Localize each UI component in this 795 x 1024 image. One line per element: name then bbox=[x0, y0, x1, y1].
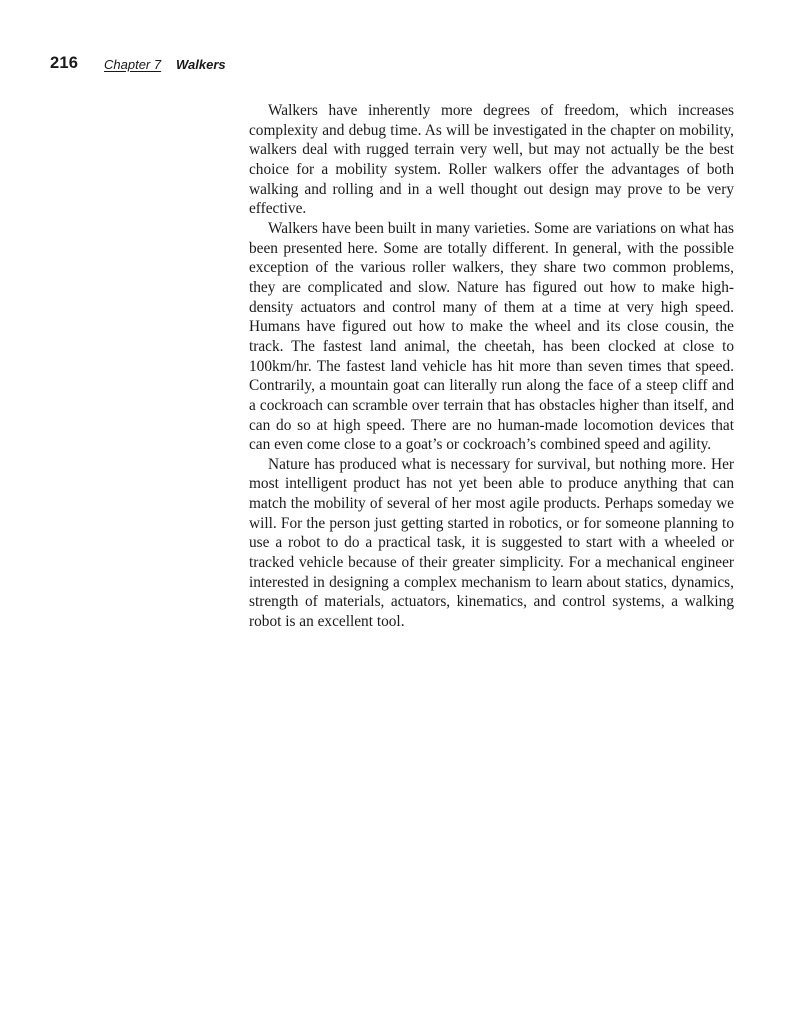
paragraph: Nature has produced what is necessary for survival, but nothing more. Her most intelligent product has not yet been able to produce anything that can match the mobility of several of her most agile products. Perhaps someday we will. For the person just getting started in robotics, or for someone planning to use a robot to do a practical task, it is suggested to start with a wheeled or tracked vehicle because of their greater simplicity. For a mechanical engineer interested in designing a complex mechanism to learn about statics, dynamics, strength of materials, actuators, kinematics, and control systems, a walking robot is an excellent tool. bbox=[249, 455, 734, 631]
paragraph: Walkers have been built in many varieties. Some are variations on what has been presented here. Some are totally different. In general, with the possible exception of the various roller walkers, they share two common problems, they are complicated and slow. Nature has figured out how to make high-density actuators and control many of them at a time at very high speed. Humans have figured out how to make the wheel and its close cousin, the track. The fastest land animal, the cheetah, has been clocked at close to 100km/hr. The fastest land vehicle has hit more than seven times that speed. Contrarily, a mountain goat can literally run along the face of a steep cliff and a cockroach can scramble over terrain that has obstacles higher than itself, and can do so at high speed. There are no human-made locomotion devices that can even come close to a goat’s or cockroach’s combined speed and agility. bbox=[249, 219, 734, 454]
chapter-title: Walkers bbox=[176, 57, 226, 72]
running-head bbox=[50, 54, 750, 74]
chapter-label: Chapter 7 bbox=[104, 57, 162, 72]
page-number: 216 bbox=[50, 54, 79, 72]
paragraph: Walkers have inherently more degrees of freedom, which increases complexity and debug time. As will be investigated in the chapter on mobility, walkers deal with rugged terrain very well, but may not actually be the best choice for a mobility system. Roller walkers offer the advantages of both walking and rolling and in a well thought out design may prove to be very effective. bbox=[249, 102, 734, 218]
body-text bbox=[249, 101, 734, 632]
